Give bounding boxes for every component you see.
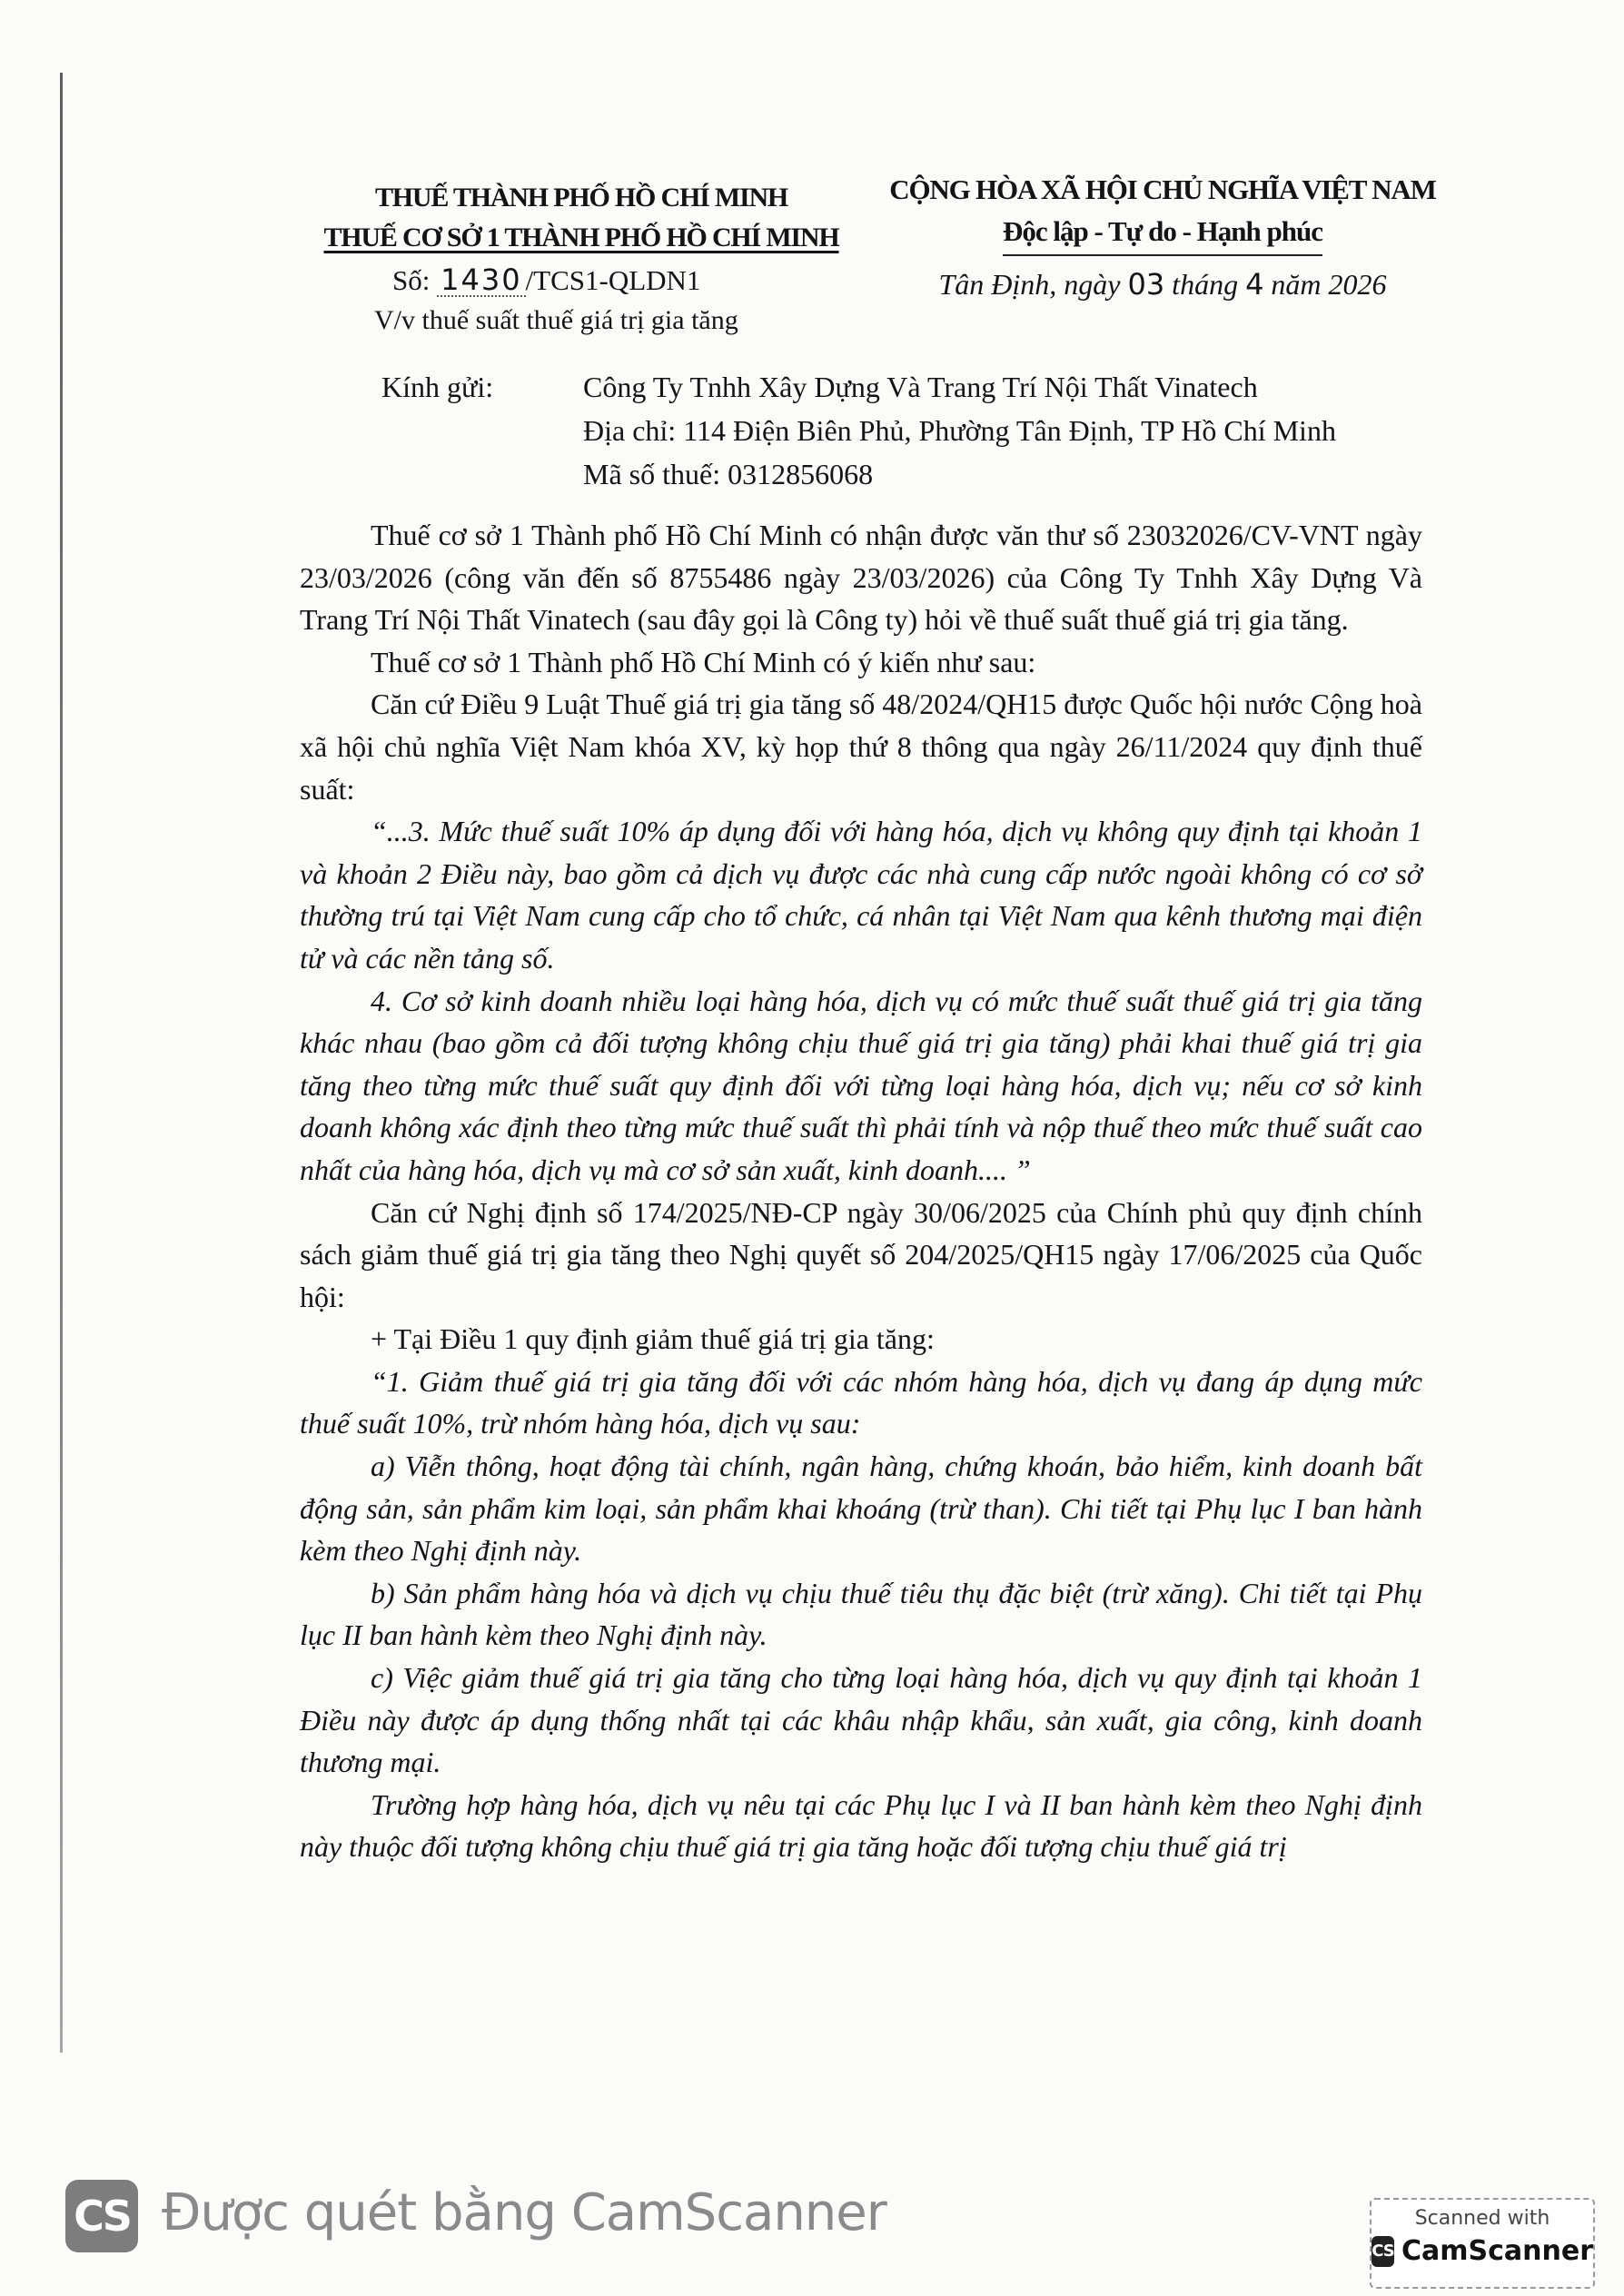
paragraph-legal-basis-decree: Căn cứ Nghị định số 174/2025/NĐ-CP ngày 30/06/2025 của Chính phủ quy định chính sách giảm thuế giá trị gia tăng theo Nghị quyết số 204/2025/QH15 ngày 17/06/2025 của Quốc hội: bbox=[300, 1195, 1422, 1313]
recipient-company: Công Ty Tnhh Xây Dựng Và Trang Trí Nội Thất Vinatech bbox=[583, 371, 1258, 403]
nation-title: CỘNG HÒA XÃ HỘI CHỦ NGHĨA VIỆT NAM bbox=[889, 173, 1436, 205]
month-label: tháng bbox=[1172, 268, 1239, 301]
quote-clause-3: “...3. Mức thuế suất 10% áp dụng đối với hàng hóa, dịch vụ không quy định tại khoản 1 và khoản 2 Điều này, bao gồm cả dịch vụ được các nhà cung cấp nước ngoài không có cơ sở thường trú tại Việt Nam cung cấp cho tổ chức, cá nhân tại Việt Nam qua kênh thương mại điện tử và các nền tảng số. bbox=[300, 815, 1422, 975]
recipient-block bbox=[381, 365, 1336, 496]
date-day-handwritten: 03 bbox=[1127, 267, 1165, 302]
number-handwritten: 1430 bbox=[437, 264, 525, 297]
number-prefix: Số: bbox=[392, 264, 431, 296]
recipient-address: Địa chỉ: 114 Điện Biên Phủ, Phường Tân Định, TP Hồ Chí Minh bbox=[583, 414, 1336, 447]
camscanner-logo-icon: CS bbox=[65, 2180, 138, 2252]
quote-reduction-1: “1. Giảm thuế giá trị gia tăng đối với các nhóm hàng hóa, dịch vụ đang áp dụng mức thuế suất 10%, trừ nhóm hàng hóa, dịch vụ sau: bbox=[300, 1364, 1422, 1440]
date-month-handwritten: 4 bbox=[1245, 267, 1264, 302]
camscanner-badge-icon: CS bbox=[1371, 2236, 1394, 2267]
issuing-agency-block bbox=[309, 178, 854, 340]
date-year: năm 2026 bbox=[1271, 268, 1387, 301]
recipient-tax-code: Mã số thuế: 0312856068 bbox=[583, 458, 874, 490]
quote-item-c: c) Việc giảm thuế giá trị gia tăng cho từng loại hàng hóa, dịch vụ quy định tại khoản 1 Điều này được áp dụng thống nhất tại các khâu nhập khẩu, sản xuất, gia công, kinh doanh thương mại. bbox=[300, 1661, 1422, 1779]
letter-body bbox=[300, 514, 1422, 1868]
paragraph-legal-basis-law: Căn cứ Điều 9 Luật Thuế giá trị gia tăng số 48/2024/QH15 được Quốc hội nước Cộng hoà xã hội chủ nghĩa Việt Nam khóa XV, kỳ họp thứ 8 thông qua ngày 26/11/2024 quy định thuế suất: bbox=[300, 688, 1422, 806]
agency-name: THUẾ THÀNH PHỐ HỒ CHÍ MINH bbox=[374, 183, 788, 213]
document-number bbox=[392, 260, 854, 302]
number-suffix: /TCS1-QLDN1 bbox=[525, 264, 701, 296]
paragraph-opinion: Thuế cơ sở 1 Thành phố Hồ Chí Minh có ý kiến như sau: bbox=[371, 645, 1036, 678]
badge-brand-name: CamScanner bbox=[1401, 2235, 1593, 2267]
recipient-label: Kính gửi: bbox=[381, 371, 494, 403]
paragraph-intro: Thuế cơ sở 1 Thành phố Hồ Chí Minh có nhận được văn thư số 23032026/CV-VNT ngày 23/03/2026 (công văn đến số 8755486 ngày 23/03/2026) của Công Ty Tnhh Xây Dựng Và Trang Trí Nội Thất Vinatech (sau đây gọi là Công ty) hỏi về thuế suất thuế giá trị gia tăng. bbox=[300, 519, 1422, 637]
quote-item-b: b) Sản phẩm hàng hóa và dịch vụ chịu thuế tiêu thụ đặc biệt (trừ xăng). Chi tiết tại Phụ lục II ban hành kèm theo Nghị định này. bbox=[300, 1576, 1422, 1652]
sub-agency-name: THUẾ CƠ SỞ 1 THÀNH PHỐ HỒ CHÍ MINH bbox=[323, 223, 839, 252]
scan-edge-shadow bbox=[60, 73, 63, 2053]
place-date bbox=[872, 262, 1453, 307]
badge-top-text: Scanned with bbox=[1414, 2207, 1550, 2230]
place-date-prefix: Tân Định, ngày bbox=[938, 268, 1121, 301]
scanned-with-badge bbox=[1370, 2198, 1595, 2289]
quote-item-a: a) Viễn thông, hoạt động tài chính, ngân hàng, chứng khoán, bảo hiểm, kinh doanh bất động sản, sản phẩm kim loại, sản phẩm khai khoáng (trừ than). Chi tiết tại Phụ lục I ban hành kèm theo Nghị định này. bbox=[300, 1450, 1422, 1568]
camscanner-watermark-text: Được quét bằng CamScanner bbox=[162, 2183, 886, 2242]
quote-clause-4: 4. Cơ sở kinh doanh nhiều loại hàng hóa, dịch vụ có mức thuế suất thuế giá trị gia tăng khác nhau (bao gồm cả đối tượng không chịu thuế giá trị gia tăng) phải khai thuế giá trị gia tăng theo từng mức thuế suất quy định đối với từng loại hàng hóa, dịch vụ; nếu cơ sở kinh doanh không xác định theo từng mức thuế suất thì phải tính và nộp thuế theo mức thuế suất cao nhất của hàng hóa, dịch vụ mà cơ sở sản xuất, kinh doanh.... ” bbox=[300, 984, 1422, 1186]
quote-case: Trường hợp hàng hóa, dịch vụ nêu tại các Phụ lục I và II ban hành kèm theo Nghị định này thuộc đối tượng không chịu thuế giá trị gia tăng hoặc đối tượng chịu thuế giá trị bbox=[300, 1787, 1422, 1864]
national-header-block bbox=[872, 169, 1453, 307]
national-motto: Độc lập - Tự do - Hạnh phúc bbox=[1003, 211, 1322, 256]
paragraph-article-1: + Tại Điều 1 quy định giảm thuế giá trị gia tăng: bbox=[371, 1322, 935, 1356]
document-subject: V/v thuế suất thuế giá trị gia tăng bbox=[374, 305, 738, 335]
